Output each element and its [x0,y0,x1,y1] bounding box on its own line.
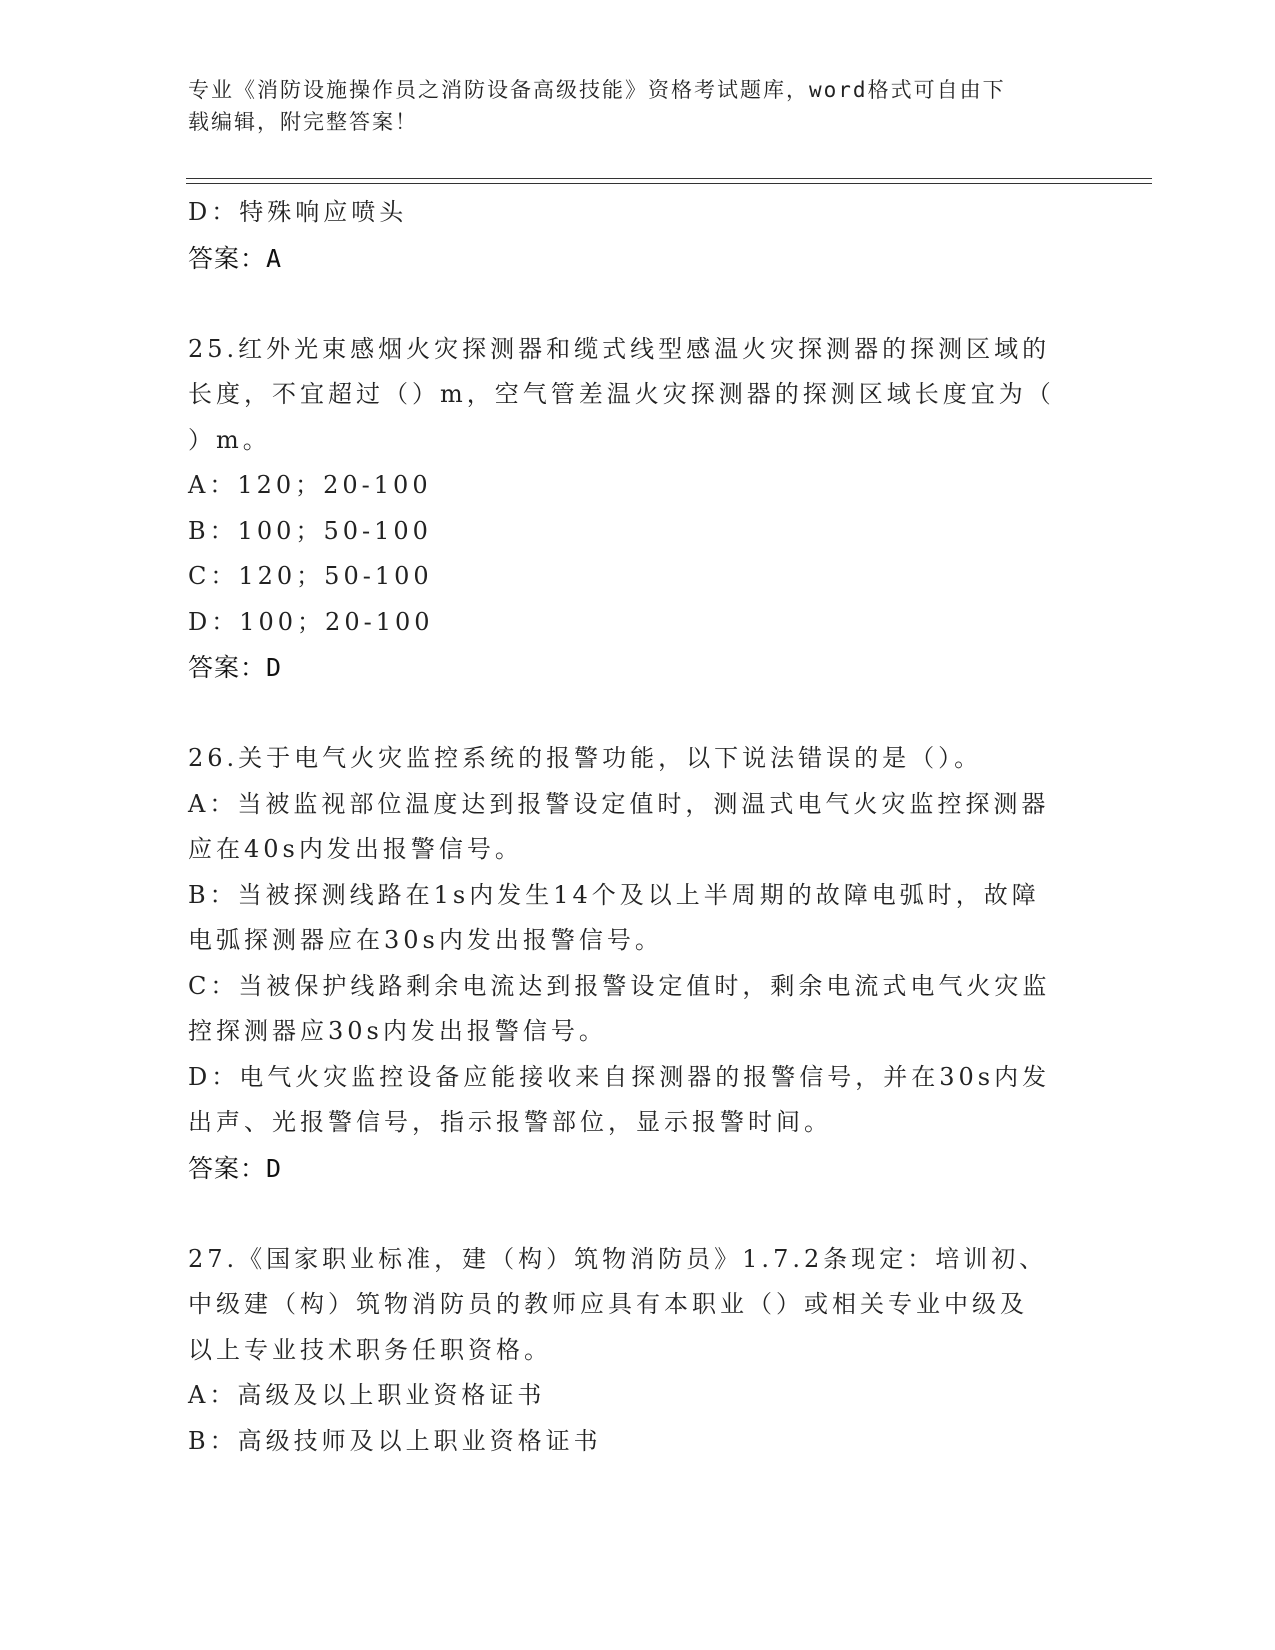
option-b: B：100；50-100 [188,516,432,545]
document-header [188,74,1088,138]
question-stem: 25.红外光束感烟火灾探测器和缆式线型感温火灾探测器的探测区域的 [188,334,1051,363]
question-stem: 以上专业技术职务任职资格。 [188,1335,552,1364]
spacer [188,1191,1068,1237]
answer: 答案：D [188,653,283,682]
option-d-continued: 出声、光报警信号，指示报警部位，显示报警时间。 [188,1108,832,1136]
header-divider-top [186,178,1152,179]
question-26 [188,736,1068,1191]
question-stem: 中级建（构）筑物消防员的教师应具有本职业（）或相关专业中级及 [188,1290,1028,1318]
question-24 [188,190,1068,281]
spacer [188,691,1068,737]
header-line-1: 专业《消防设施操作员之消防设备高级技能》资格考试题库，word格式可自由下 [188,78,1006,102]
option-a: A：当被监视部位温度达到报警设定值时，测温式电气火灾监控探测器 [188,789,1050,818]
option-a: A：高级及以上职业资格证书 [188,1381,546,1409]
option-b: B：当被探测线路在1s内发生14个及以上半周期的故障电弧时，故障 [188,880,1040,909]
question-stem: 26.关于电气火灾监控系统的报警功能，以下说法错误的是（）。 [188,744,983,772]
spacer [188,281,1068,327]
header-line-2: 载编辑，附完整答案！ [188,110,418,134]
option-b-continued: 电弧探测器应在30s内发出报警信号。 [188,926,663,954]
answer: 答案：A [188,243,283,273]
option-c: C：120；50-100 [188,562,433,590]
option-a: A：120；20-100 [188,471,432,499]
question-stem: ）m。 [188,425,271,454]
question-25 [188,327,1068,691]
option-b: B：高级技师及以上职业资格证书 [188,1426,602,1455]
option-d: D：电气火灾监控设备应能接收来自探测器的报警信号，并在30s内发 [188,1062,1051,1091]
question-stem: 27.《国家职业标准，建（构）筑物消防员》1.7.2条现定：培训初、 [188,1244,1048,1273]
header-divider-bottom [186,183,1152,184]
option-d: D：特殊响应喷头 [188,198,408,226]
option-d: D：100；20-100 [188,607,434,636]
question-content [188,190,1068,1464]
answer: 答案：D [188,1153,283,1183]
question-27 [188,1237,1068,1465]
option-c-continued: 控探测器应30s内发出报警信号。 [188,1017,607,1045]
option-c: C：当被保护线路剩余电流达到报警设定值时，剩余电流式电气火灾监 [188,971,1051,1000]
option-a-continued: 应在40s内发出报警信号。 [188,835,523,863]
question-stem: 长度，不宜超过（）m，空气管差温火灾探测器的探测区域长度宜为（ [188,380,1055,408]
